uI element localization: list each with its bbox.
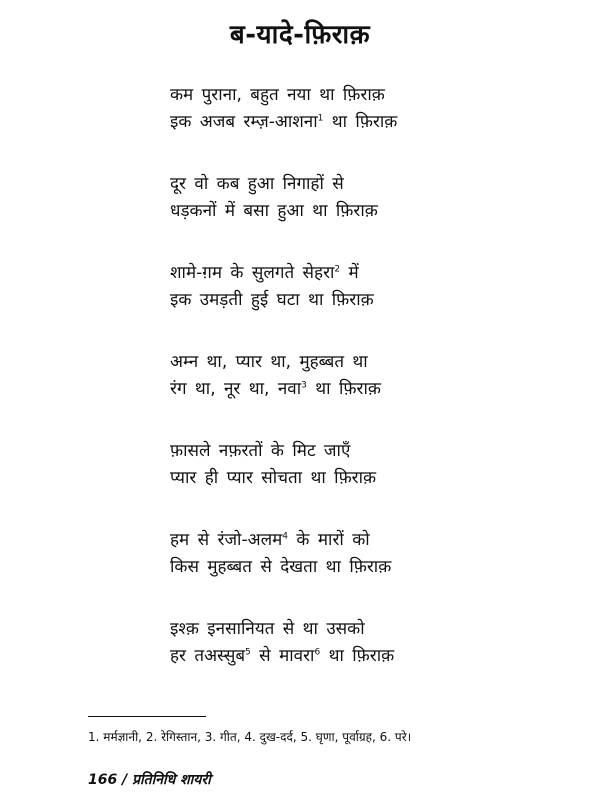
stanza (170, 527, 470, 581)
line-text: इक उमड़ती हुई घटा था फ़िराक़ (170, 290, 374, 310)
stanza (170, 616, 470, 670)
line-text: किस मुहब्बत से देखता था फ़िराक़ (170, 557, 392, 577)
line-text: अम्न था, प्यार था, मुहब्बत था (170, 352, 368, 372)
line-text: रंग था, नूर था, नवा (170, 379, 302, 399)
stanza (170, 171, 470, 225)
line-text: के मारों को (288, 530, 370, 550)
stanza (170, 349, 470, 403)
poem-line (170, 198, 470, 225)
poem-line (170, 465, 470, 492)
line-text: धड़कनों में बसा हुआ था फ़िराक़ (170, 201, 378, 221)
line-text: था फ़िराक़ (323, 112, 398, 132)
poem-line (170, 554, 470, 581)
footnote-marker: 5 (245, 647, 251, 658)
poem-line (170, 643, 470, 670)
poem-line (170, 171, 470, 198)
line-text: हम से रंजो-अलम (170, 530, 283, 550)
poem-line (170, 260, 470, 287)
poem-line (170, 82, 470, 109)
poem-line (170, 527, 470, 554)
poem-line (170, 109, 470, 136)
footnotes: 1. मर्मज्ञानी, 2. रेगिस्तान, 3. गीत, 4. दुख-दर्द, 5. घृणा, पूर्वाग्रह, 6. परे। (88, 730, 412, 744)
line-text: दूर वो कब हुआ निगाहों से (170, 174, 344, 194)
poem-line (170, 616, 470, 643)
poem-line (170, 287, 470, 314)
poem-line (170, 438, 470, 465)
stanza (170, 82, 470, 136)
line-text: इक अजब रम्ज़-आशना (170, 112, 318, 132)
footnote-marker: 3 (301, 380, 307, 391)
line-text: इश्क़ इनसानियत से था उसको (170, 619, 365, 639)
footnote-divider (88, 716, 206, 717)
footnote-marker: 4 (282, 531, 289, 542)
line-text: था फ़िराक़ (320, 646, 395, 666)
line-text: था फ़िराक़ (306, 379, 381, 399)
footnote-marker: 6 (314, 647, 321, 658)
footnote-marker: 1 (317, 113, 324, 124)
poem-title: ब-यादे-फ़िराक़ (229, 20, 371, 50)
line-text: कम पुराना, बहुत नया था फ़िराक़ (170, 85, 385, 105)
line-text: फ़ासले नफ़रतों के मिट जाएँ (170, 441, 351, 461)
stanza (170, 438, 470, 492)
poem-line (170, 349, 470, 376)
line-text: प्यार ही प्यार सोचता था फ़िराक़ (170, 468, 377, 488)
line-text: हर तअस्सुब (170, 646, 246, 666)
page-folio: 166 / प्रतिनिधि शायरी (88, 772, 211, 788)
stanza (170, 260, 470, 314)
line-text: से मावरा (250, 646, 315, 666)
footnote-marker: 2 (334, 264, 341, 275)
poem-line (170, 376, 470, 403)
poem-body (170, 82, 470, 705)
line-text: शामे-ग़म के सुलगते सेहरा (170, 263, 335, 283)
line-text: में (340, 263, 359, 283)
